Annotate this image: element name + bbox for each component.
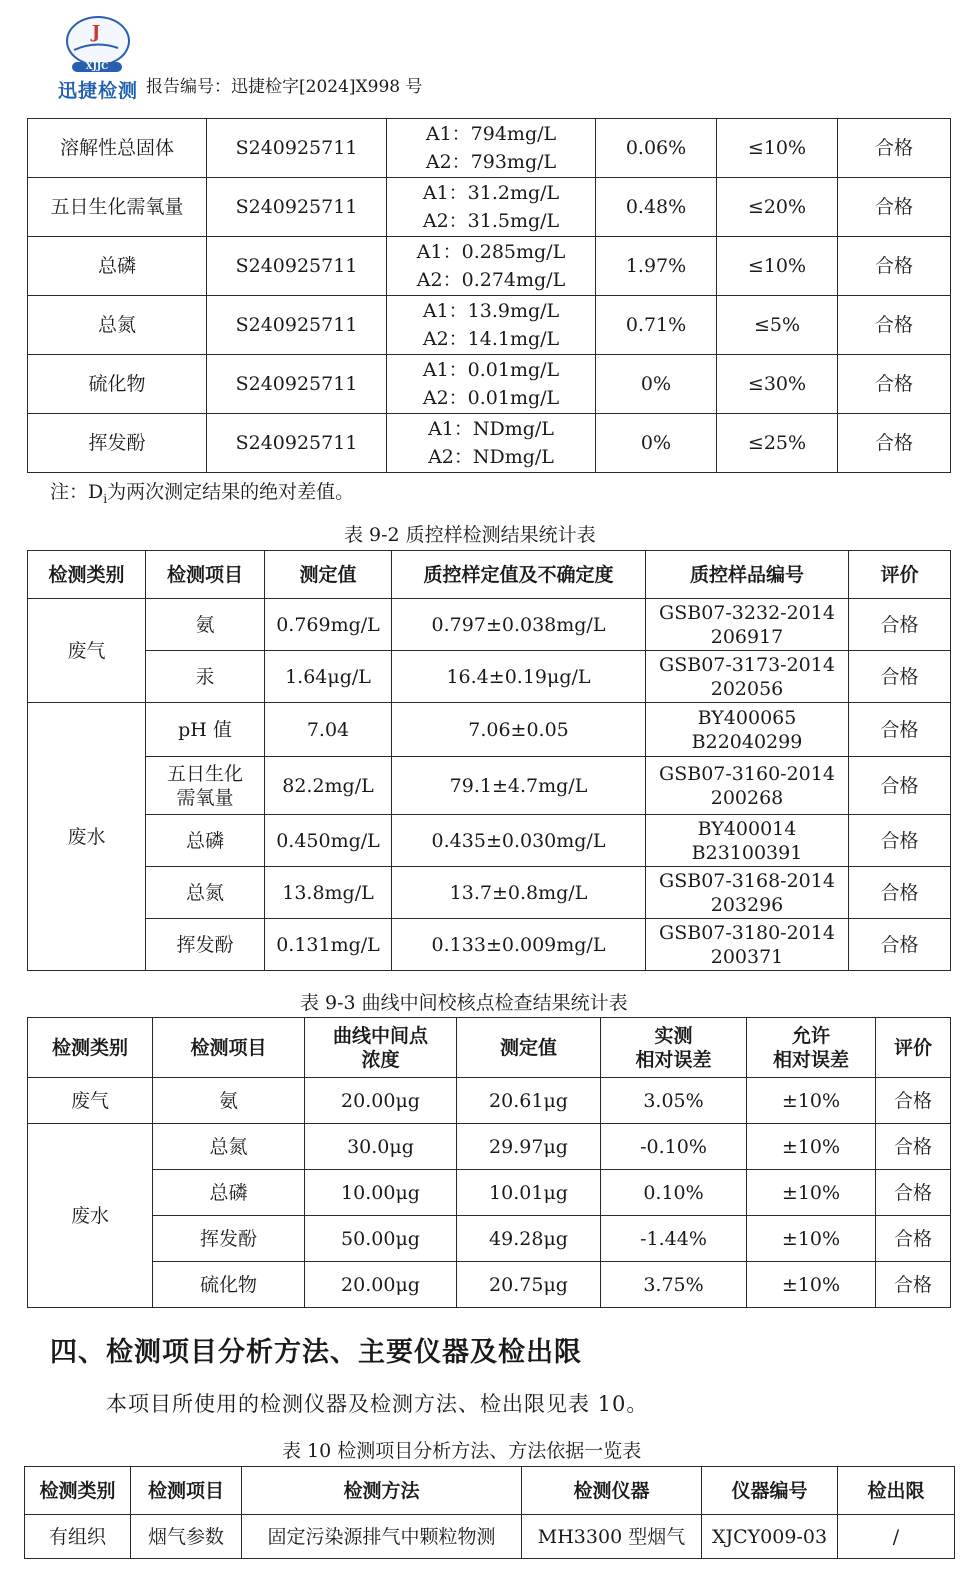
sample-id-cell: S240925711 (207, 119, 387, 178)
measured-value-cell: 49.28μg (457, 1216, 601, 1262)
table-header-row (25, 1467, 955, 1515)
item-cell: 硫化物 (153, 1262, 305, 1308)
section-paragraph: 本项目所使用的检测仪器及检测方法、检出限见表 10。 (106, 1392, 649, 1416)
measured-error-cell: -0.10% (601, 1124, 747, 1170)
measured-value-cell: 82.2mg/L (265, 757, 392, 815)
item-cell: 汞 (146, 651, 265, 703)
sample-code-cell: GSB07-3232-2014 206917 (646, 599, 849, 651)
category-cell: 废气 (28, 599, 146, 703)
sample-id-cell: S240925711 (207, 178, 387, 237)
evaluation-cell: 合格 (838, 414, 951, 473)
category-cell: 废水 (28, 703, 146, 971)
table-row (28, 1216, 951, 1262)
sample-code-cell: GSB07-3180-2014 200371 (646, 919, 849, 971)
measured-value-cell: 1.64μg/L (265, 651, 392, 703)
allowed-error-cell: ±10% (747, 1216, 876, 1262)
evaluation-cell: 合格 (838, 237, 951, 296)
limit-cell: ≤20% (717, 178, 838, 237)
brand-name: 迅捷检测 (57, 80, 138, 102)
sample-code-cell: GSB07-3160-2014 200268 (646, 757, 849, 815)
standard-value-cell: 0.435±0.030mg/L (392, 815, 646, 867)
header-detection-limit: 检出限 (838, 1467, 955, 1515)
concentration-cell: 10.00μg (305, 1170, 457, 1216)
measured-error-cell: 3.75% (601, 1262, 747, 1308)
item-cell: 总氮 (28, 296, 207, 355)
item-cell: 氨 (153, 1078, 305, 1124)
concentration-cell: 50.00μg (305, 1216, 457, 1262)
evaluation-cell: 合格 (849, 815, 951, 867)
item-cell: 挥发酚 (146, 919, 265, 971)
item-cell: 五日生化 需氧量 (146, 757, 265, 815)
header-measured-error: 实测 相对误差 (601, 1018, 747, 1078)
category-cell: 废水 (28, 1124, 153, 1308)
evaluation-cell: 合格 (849, 757, 951, 815)
instrument-cell: MH3300 型烟气 (522, 1515, 702, 1559)
standard-value-cell: 0.797±0.038mg/L (392, 599, 646, 651)
duplicate-results-cell: A1：794mg/L A2：793mg/L (387, 119, 596, 178)
relative-deviation-cell: 0.06% (596, 119, 717, 178)
header-concentration: 曲线中间点 浓度 (305, 1018, 457, 1078)
logo-abbreviation: XJJC (72, 62, 122, 72)
detection-limit-cell: / (838, 1515, 955, 1559)
table-header-row (28, 1018, 951, 1078)
evaluation-cell: 合格 (838, 355, 951, 414)
duplicate-results-cell: A1：13.9mg/L A2：14.1mg/L (387, 296, 596, 355)
item-cell: 硫化物 (28, 355, 207, 414)
duplicate-results-cell: A1：NDmg/L A2：NDmg/L (387, 414, 596, 473)
relative-deviation-cell: 0% (596, 355, 717, 414)
duplicate-results-cell: A1：0.01mg/L A2：0.01mg/L (387, 355, 596, 414)
method-cell: 固定污染源排气中颗粒物测 (242, 1515, 522, 1559)
table-row (28, 757, 951, 815)
header-category: 检测类别 (28, 551, 146, 599)
sample-id-cell: S240925711 (207, 355, 387, 414)
evaluation-cell: 合格 (876, 1216, 951, 1262)
logo-mark: J (91, 22, 101, 43)
standard-value-cell: 7.06±0.05 (392, 703, 646, 757)
item-cell: 总磷 (146, 815, 265, 867)
item-cell: 总氮 (146, 867, 265, 919)
limit-cell: ≤10% (717, 237, 838, 296)
measured-value-cell: 29.97μg (457, 1124, 601, 1170)
table-header-row (28, 551, 951, 599)
evaluation-cell: 合格 (876, 1078, 951, 1124)
item-cell: 总氮 (153, 1124, 305, 1170)
logo-swoosh-icon (72, 42, 120, 54)
relative-deviation-cell: 0.71% (596, 296, 717, 355)
header-instrument: 检测仪器 (522, 1467, 702, 1515)
evaluation-cell: 合格 (876, 1170, 951, 1216)
header-item: 检测项目 (131, 1467, 242, 1515)
limit-cell: ≤25% (717, 414, 838, 473)
limit-cell: ≤5% (717, 296, 838, 355)
sample-code-cell: GSB07-3173-2014 202056 (646, 651, 849, 703)
measured-value-cell: 20.61μg (457, 1078, 601, 1124)
table-row (28, 867, 951, 919)
calibration-check-table (27, 1017, 951, 1308)
item-cell: 烟气参数 (131, 1515, 242, 1559)
evaluation-cell: 合格 (838, 119, 951, 178)
header-item: 检测项目 (153, 1018, 305, 1078)
limit-cell: ≤30% (717, 355, 838, 414)
report-number: 报告编号：迅捷检字[2024]X998 号 (146, 77, 423, 97)
header-category: 检测类别 (25, 1467, 131, 1515)
evaluation-cell: 合格 (849, 919, 951, 971)
category-cell: 废气 (28, 1078, 153, 1124)
item-cell: 溶解性总固体 (28, 119, 207, 178)
table-9-2-caption: 表 9-2 质控样检测结果统计表 (344, 524, 596, 546)
relative-deviation-cell: 1.97% (596, 237, 717, 296)
measured-value-cell: 13.8mg/L (265, 867, 392, 919)
measured-value-cell: 7.04 (265, 703, 392, 757)
standard-value-cell: 13.7±0.8mg/L (392, 867, 646, 919)
sample-code-cell: BY400014 B23100391 (646, 815, 849, 867)
section-title: 四、检测项目分析方法、主要仪器及检出限 (50, 1337, 582, 1368)
table-row (28, 1078, 951, 1124)
item-cell: 挥发酚 (28, 414, 207, 473)
sample-id-cell: S240925711 (207, 414, 387, 473)
header-category: 检测类别 (28, 1018, 153, 1078)
table-row (25, 1515, 955, 1559)
measured-value-cell: 0.450mg/L (265, 815, 392, 867)
method-table (24, 1466, 955, 1559)
header-eval: 评价 (876, 1018, 951, 1078)
duplicate-results-cell: A1：0.285mg/L A2：0.274mg/L (387, 237, 596, 296)
measured-error-cell: 0.10% (601, 1170, 747, 1216)
standard-value-cell: 79.1±4.7mg/L (392, 757, 646, 815)
allowed-error-cell: ±10% (747, 1170, 876, 1216)
allowed-error-cell: ±10% (747, 1078, 876, 1124)
allowed-error-cell: ±10% (747, 1124, 876, 1170)
evaluation-cell: 合格 (849, 703, 951, 757)
relative-deviation-cell: 0.48% (596, 178, 717, 237)
sample-id-cell: S240925711 (207, 237, 387, 296)
table-row (28, 414, 951, 473)
evaluation-cell: 合格 (876, 1124, 951, 1170)
header-allowed-error: 允许 相对误差 (747, 1018, 876, 1078)
table-note: 注：$D_i$为两次测定结果的绝对差值。 (50, 481, 355, 506)
sample-code-cell: BY400065 B22040299 (646, 703, 849, 757)
measured-value-cell: 20.75μg (457, 1262, 601, 1308)
concentration-cell: 30.0μg (305, 1124, 457, 1170)
category-cell: 有组织 (25, 1515, 131, 1559)
measured-error-cell: -1.44% (601, 1216, 747, 1262)
measured-value-cell: 10.01μg (457, 1170, 601, 1216)
item-cell: 氨 (146, 599, 265, 651)
measured-value-cell: 0.769mg/L (265, 599, 392, 651)
evaluation-cell: 合格 (849, 867, 951, 919)
qc-sample-table (27, 550, 951, 971)
table-10-caption: 表 10 检测项目分析方法、方法依据一览表 (282, 1440, 642, 1462)
item-cell: pH 值 (146, 703, 265, 757)
item-cell: 五日生化需氧量 (28, 178, 207, 237)
allowed-error-cell: ±10% (747, 1262, 876, 1308)
evaluation-cell: 合格 (876, 1262, 951, 1308)
header-instrument-code: 仪器编号 (702, 1467, 838, 1515)
header-eval: 评价 (849, 551, 951, 599)
concentration-cell: 20.00μg (305, 1262, 457, 1308)
measured-error-cell: 3.05% (601, 1078, 747, 1124)
relative-deviation-cell: 0% (596, 414, 717, 473)
table-row (28, 355, 951, 414)
company-logo (52, 12, 144, 102)
table-row (28, 1170, 951, 1216)
table-row (28, 1124, 951, 1170)
table-row (28, 296, 951, 355)
item-cell: 总磷 (153, 1170, 305, 1216)
sample-code-cell: GSB07-3168-2014 203296 (646, 867, 849, 919)
instrument-code-cell: XJCY009-03 (702, 1515, 838, 1559)
table-row (28, 1262, 951, 1308)
evaluation-cell: 合格 (849, 651, 951, 703)
table-row (28, 703, 951, 757)
header-item: 检测项目 (146, 551, 265, 599)
item-cell: 挥发酚 (153, 1216, 305, 1262)
evaluation-cell: 合格 (838, 296, 951, 355)
sample-id-cell: S240925711 (207, 296, 387, 355)
table-row (28, 599, 951, 651)
limit-cell: ≤10% (717, 119, 838, 178)
table-row (28, 178, 951, 237)
standard-value-cell: 16.4±0.19μg/L (392, 651, 646, 703)
item-cell: 总磷 (28, 237, 207, 296)
evaluation-cell: 合格 (838, 178, 951, 237)
table-9-3-caption: 表 9-3 曲线中间校核点检查结果统计表 (300, 992, 628, 1014)
standard-value-cell: 0.133±0.009mg/L (392, 919, 646, 971)
header-code: 质控样品编号 (646, 551, 849, 599)
table-row (28, 651, 951, 703)
table-row (28, 815, 951, 867)
duplicate-results-cell: A1：31.2mg/L A2：31.5mg/L (387, 178, 596, 237)
table-row (28, 237, 951, 296)
table-row (28, 919, 951, 971)
header-standard: 质控样定值及不确定度 (392, 551, 646, 599)
duplicate-sample-table (27, 118, 951, 473)
header-value: 测定值 (265, 551, 392, 599)
header-method: 检测方法 (242, 1467, 522, 1515)
table-row (28, 119, 951, 178)
evaluation-cell: 合格 (849, 599, 951, 651)
header-value: 测定值 (457, 1018, 601, 1078)
concentration-cell: 20.00μg (305, 1078, 457, 1124)
measured-value-cell: 0.131mg/L (265, 919, 392, 971)
